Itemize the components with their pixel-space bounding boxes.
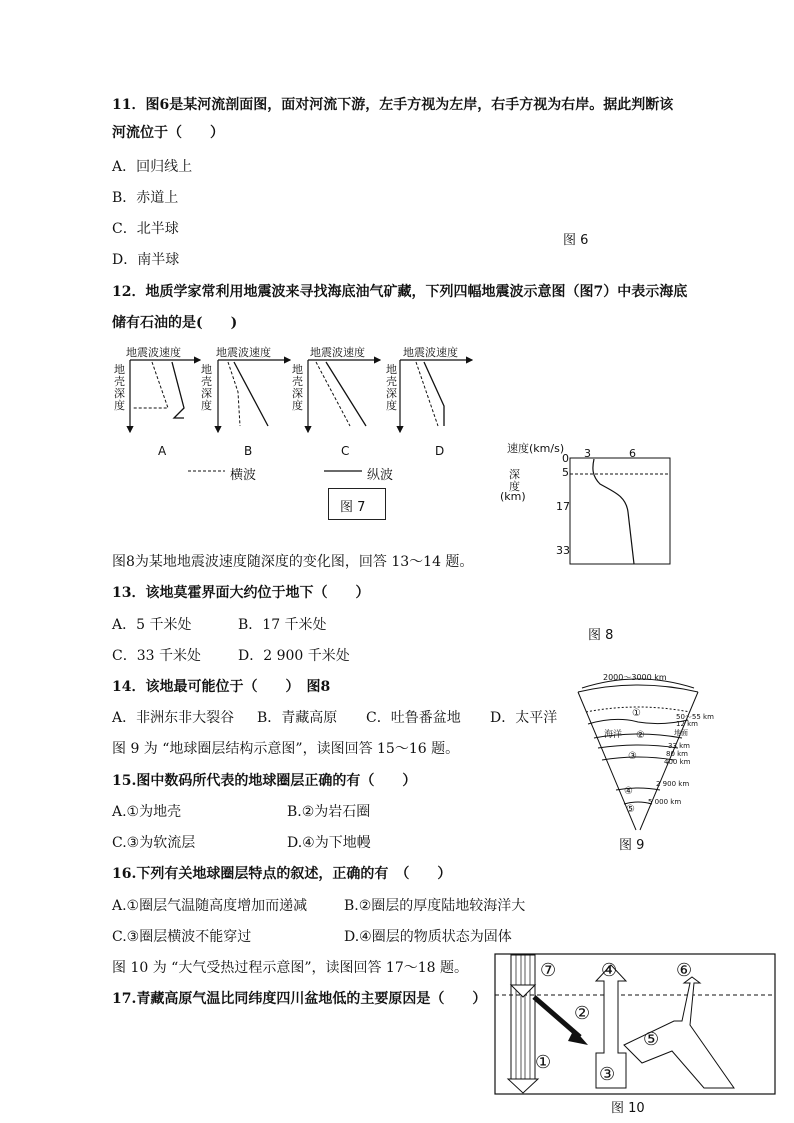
fig7-axis-label-c: 地震波速度 <box>310 346 365 359</box>
fig8-speed-label: 速度(km/s) <box>507 442 565 455</box>
fig8-tick-y-0: 0 <box>562 452 569 465</box>
fig8-depth-label-1: 深 <box>509 468 520 481</box>
fig7-depth-label-c: 地壳深度 <box>292 363 303 412</box>
fig7-legend-longitudinal: 纵波 <box>367 468 394 483</box>
fig7-caption: 图 7 <box>340 500 366 515</box>
q16-option-d: D.④圈层的物质状态为固体 <box>344 929 512 945</box>
fig7-legend-transverse: 横波 <box>230 468 257 483</box>
fig10-label-1: ① <box>535 1052 552 1073</box>
fig7-depth-label-a: 地壳深度 <box>114 363 125 412</box>
q11-option-b: B．赤道上 <box>112 190 179 206</box>
fig8-depth-label-2: 度 <box>509 480 520 493</box>
fig9-ocean-label: 海洋 <box>604 730 623 740</box>
q12-stem-line2: 储有石油的是( ) <box>112 315 238 331</box>
fig9-caption: 图 9 <box>619 838 645 853</box>
q15-stem: 15.图中数码所代表的地球圈层正确的有（ ） <box>112 773 417 789</box>
q11-option-d: D．南半球 <box>112 252 180 268</box>
q15-option-a: A.①为地壳 <box>112 804 182 820</box>
q13-option-c: C．33 千米处 <box>112 648 201 664</box>
fig9-label-3: ③ <box>628 751 637 762</box>
q11-stem-line1: 11．图6是某河流剖面图，面对河流下游，左手方视为左岸，右手方视为右岸。据此判断该 <box>112 97 674 113</box>
fig8-tick-x-6: 6 <box>629 447 636 460</box>
fig9-label-2: ② <box>636 730 645 741</box>
q16-option-a: A.①圈层气温随高度增加而递减 <box>112 898 308 914</box>
q14-option-c: C．吐鲁番盆地 <box>366 710 461 726</box>
fig7-letter-a: A <box>158 444 167 458</box>
fig7-panel-c <box>308 360 380 432</box>
fig10-label-4: ④ <box>601 960 618 981</box>
q15-option-b: B.②为岩石圈 <box>287 804 371 820</box>
fig10-label-6: ⑥ <box>676 960 693 981</box>
intro-fig8: 图8为某地地震波速度随深度的变化图，回答 13～14 题。 <box>112 554 474 570</box>
q14-option-b: B．青藏高原 <box>257 710 338 726</box>
fig9-km-2900: 2 900 km <box>656 780 690 788</box>
fig9-ground-label: 地面 <box>674 729 688 737</box>
fig8-tick-y-5: 5 <box>562 466 569 479</box>
fig9-label-1: ① <box>632 708 641 719</box>
fig9-km-5000: 5 000 km <box>648 798 682 806</box>
q11-option-a: A．回归线上 <box>112 159 193 175</box>
fig8-tick-y-17: 17 <box>556 500 570 513</box>
fig7-panel-d <box>400 360 472 432</box>
fig7-depth-label-b: 地壳深度 <box>201 363 212 412</box>
fig8-caption: 图 8 <box>588 628 614 643</box>
fig9-km-400: 400 km <box>664 758 691 766</box>
fig7-letter-d: D <box>435 444 445 458</box>
fig9-top-label: 2000～3000 km <box>603 673 667 682</box>
fig10-label-2: ② <box>574 1003 591 1024</box>
q15-option-d: D.④为下地幔 <box>287 835 371 851</box>
fig10-label-7: ⑦ <box>540 960 557 981</box>
q13-option-a: A．5 千米处 <box>112 617 192 633</box>
fig8-depth-label-3: (km) <box>500 490 526 503</box>
q15-option-c: C.③为软流层 <box>112 835 196 851</box>
fig9-km-12: 12 km <box>676 720 699 728</box>
fig9-label-5: ⑤ <box>626 804 635 815</box>
fig10-label-3: ③ <box>599 1064 616 1085</box>
fig9-km-80: 80 km <box>666 750 689 758</box>
fig10-label-5: ⑤ <box>643 1029 660 1050</box>
q14-option-a: A．非洲东非大裂谷 <box>112 710 235 726</box>
q14-option-d: D．太平洋 <box>490 710 558 726</box>
fig7-letter-c: C <box>341 444 350 458</box>
q16-stem: 16.下列有关地球圈层特点的叙述，正确的有 （ ） <box>112 866 452 882</box>
fig10-caption: 图 10 <box>611 1101 645 1116</box>
q14-stem: 14．该地最可能位于（ ） 图8 <box>112 679 331 695</box>
fig7-panel-b <box>218 360 290 432</box>
q13-option-b: B．17 千米处 <box>238 617 327 633</box>
fig6-caption: 图 6 <box>563 233 589 248</box>
fig7-axis-label-d: 地震波速度 <box>403 346 458 359</box>
q13-option-d: D．2 900 千米处 <box>238 648 350 664</box>
fig9-label-4: ④ <box>624 786 633 797</box>
fig9-km-50-55: 50～55 km <box>676 713 714 721</box>
fig7-letter-b: B <box>244 444 253 458</box>
q16-option-b: B.②圈层的厚度陆地较海洋大 <box>344 898 526 914</box>
fig8-tick-y-33: 33 <box>556 544 570 557</box>
q12-stem-line1: 12．地质学家常利用地震波来寻找海底油气矿藏，下列四幅地震波示意图（图7）中表示海底 <box>112 284 688 300</box>
fig7-axis-label-b: 地震波速度 <box>216 346 271 359</box>
fig7-axis-label-a: 地震波速度 <box>126 346 181 359</box>
q16-option-c: C.③圈层横波不能穿过 <box>112 929 252 945</box>
q11-stem-line2: 河流位于（ ） <box>112 125 224 141</box>
fig10-diagram <box>494 953 776 1095</box>
fig8-tick-x-3: 3 <box>584 447 591 460</box>
fig7-depth-label-d: 地壳深度 <box>386 363 397 412</box>
q11-option-c: C．北半球 <box>112 221 179 237</box>
intro-fig9: 图 9 为 “地球圈层结构示意图”，读图回答 15～16 题。 <box>112 741 460 757</box>
fig10-arrow-1 <box>508 955 538 1093</box>
intro-fig10: 图 10 为 “大气受热过程示意图”，读图回答 17～18 题。 <box>112 960 469 976</box>
fig7-panel-a <box>130 360 200 432</box>
q17-stem: 17.青藏高原气温比同纬度四川盆地低的主要原因是（ ） <box>112 991 487 1007</box>
q13-stem: 13．该地莫霍界面大约位于地下（ ） <box>112 585 370 601</box>
fig9-km-33: 33 km <box>668 742 691 750</box>
